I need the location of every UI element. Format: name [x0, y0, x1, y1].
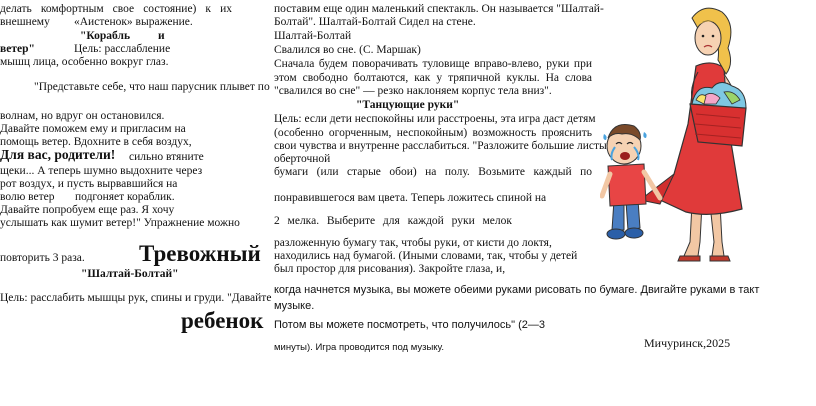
text-line: "свалился во сне" — резко наклоняем корпус тела вниз".: [274, 85, 552, 97]
game-title: "Корабль: [80, 30, 131, 42]
text-line: щеки... А теперь шумно выдохните через: [0, 165, 203, 177]
text-line: был простор для рисования). Закройте глаза, и,: [274, 263, 506, 275]
game-title: "Танцующие руки": [356, 99, 460, 111]
text-line: волнам, но вдруг он остановился.: [0, 110, 165, 122]
text-line: этом свободно болтаются, как у тряпичной куклы. На слова: [274, 72, 592, 84]
text-line: Шалтай-Болтай: [274, 30, 352, 42]
text-line: подгоняет кораблик.: [75, 191, 175, 203]
text-line: поставим еще один маленький спектакль. Он называется "Шалтай-: [274, 3, 604, 15]
text-line: сильно втяните: [129, 151, 204, 163]
game-title: "Шалтай-Болтай": [81, 268, 179, 280]
game-goal: Цель: если дети неспокойны или расстроены, эта игра даст детям: [274, 113, 596, 125]
parents-heading: Для вас, родители!: [0, 147, 116, 162]
text-line: помощь ветер. Вдохните в себя воздух,: [0, 136, 192, 148]
text-line: услышать как шумит ветер!" Упражнение можно: [0, 217, 240, 229]
text-line: «Аистенок» выражение.: [74, 16, 193, 28]
text-line: рот воздух, и пусть вырвавшийся на: [0, 178, 178, 190]
text-line: понравившегося вам цвета. Теперь ложитесь спиной на: [274, 192, 547, 204]
text-line: бумаги (или старые обои) на полу. Возьмите каждый по: [274, 166, 592, 178]
text-line: волю ветер: [0, 191, 55, 203]
game-title: ветер": [0, 43, 35, 55]
text-line: оберточной: [274, 153, 331, 165]
text-line: Давайте поможем ему и пригласим на: [0, 123, 186, 135]
text-line: Давайте попробуем еще раз. Я хочу: [0, 204, 175, 216]
text-line: разложенную бумагу так, чтобы руки, от кисти до локтя,: [274, 237, 552, 249]
text-line: 2 мелка. Выберите для каждой руки мелок: [274, 215, 512, 227]
text-line: делать комфортным свое состояние) к их: [0, 3, 232, 15]
mother-child-illustration: [600, 4, 750, 266]
game-goal: Цель: расслабить мышцы рук, спины и груди. "Давайте: [0, 292, 272, 304]
footer-city-year: Мичуринск,2025: [644, 336, 731, 350]
text-line: Потом вы можете посмотреть, что получилось" (2—3: [274, 319, 545, 331]
text-line: когда начнется музыка, вы можете обеими руками рисовать по бумаге. Двигайте руками в такт: [274, 284, 760, 296]
text-line: повторить 3 раза.: [0, 252, 85, 264]
game-goal: Цель: расслабление: [74, 43, 171, 55]
text-line: Свалился во сне. (С. Маршак): [274, 44, 421, 56]
text-line: Болтай". Шалтай-Болтай Сидел на стене.: [274, 16, 476, 28]
title-word-anxious: Тревожный: [139, 241, 261, 266]
text-line: "Представьте себе, что наш парусник плывет по: [34, 81, 270, 93]
text-line: мышц лица, особенно вокруг глаз.: [0, 56, 169, 68]
game-title: и: [158, 30, 165, 42]
text-line: музыке.: [274, 300, 315, 312]
text-line: свои чувства и внутренне расслабиться. "Разложите большие листы: [274, 140, 607, 152]
text-line: Сначала будем поворачивать туловище вправо-влево, руки при: [274, 58, 592, 70]
text-line: находились над бумагой. (Иными словами, так, чтобы у детей: [274, 250, 578, 262]
text-line: (особенно огорченным, неспокойным) возможность прояснить: [274, 127, 592, 139]
text-line: минуты). Игра проводится под музыку.: [274, 342, 444, 353]
title-word-child: ребенок: [181, 308, 264, 333]
text-line: внешнему: [0, 16, 50, 28]
